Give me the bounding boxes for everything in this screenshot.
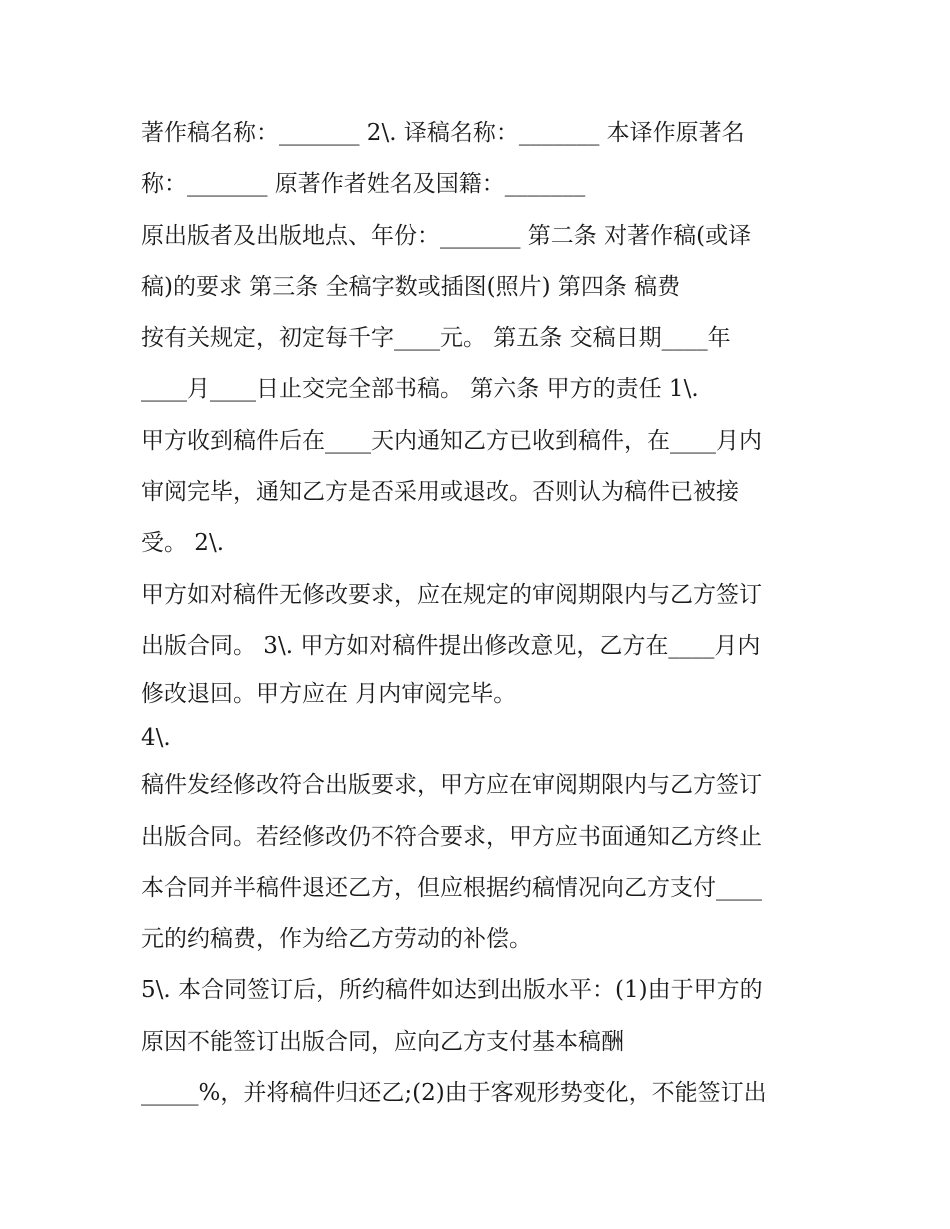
text-line-20: _____%，并将稿件归还乙;(2)由于客观形势变化，不能签订出 xyxy=(141,1080,767,1107)
contract-text-body xyxy=(141,108,831,1119)
text-line-9: 受。 2\. xyxy=(141,530,225,557)
text-line-19: 原因不能签订出版合同，应向乙方支付基本稿酬 xyxy=(141,1028,624,1055)
text-line-13: 4\. xyxy=(141,725,171,752)
text-line-16: 本合同并半稿件退还乙方，但应根据约稿情况向乙方支付____ xyxy=(141,874,762,901)
text-line-10: 甲方如对稿件无修改要求，应在规定的审阅期限内与乙方签订 xyxy=(141,581,762,608)
text-line-5: 按有关规定，初定每千字____元。 第五条 交稿日期____年 xyxy=(141,325,731,352)
text-line-1: 著作稿名称：_______ 2\. 译稿名称：_______ 本译作原著名 xyxy=(141,120,745,146)
text-line-2: 称：_______ 原著作者姓名及国籍：_______ xyxy=(141,171,586,198)
text-line-7: 甲方收到稿件后在____天内通知乙方已收到稿件，在____月内 xyxy=(141,427,762,454)
text-line-14: 稿件发经修改符合出版要求，甲方应在审阅期限内与乙方签订 xyxy=(141,772,762,799)
text-line-18: 5\. 本合同签订后，所约稿件如达到出版水平：(1)由于甲方的 xyxy=(141,977,763,1004)
text-line-12: 修改退回。甲方应在 月内审阅完毕。 xyxy=(141,681,517,708)
text-line-3: 原出版者及出版地点、年份：_______ 第二条 对著作稿(或译 xyxy=(141,222,752,249)
text-line-17: 元的约稿费，作为给乙方劳动的补偿。 xyxy=(141,926,532,953)
text-line-11: 出版合同。 3\. 甲方如对稿件提出修改意见，乙方在____月内 xyxy=(141,632,761,659)
text-line-8: 审阅完毕，通知乙方是否采用或退改。否则认为稿件已被接 xyxy=(141,479,739,506)
text-line-4: 稿)的要求 第三条 全稿字数或插图(照片) 第四条 稿费 xyxy=(141,273,681,300)
text-line-15: 出版合同。若经修改仍不符合要求，甲方应书面通知乙方终止 xyxy=(141,823,762,850)
text-line-6: ____月____日止交完全部书稿。 第六条 甲方的责任 1\. xyxy=(141,376,699,403)
